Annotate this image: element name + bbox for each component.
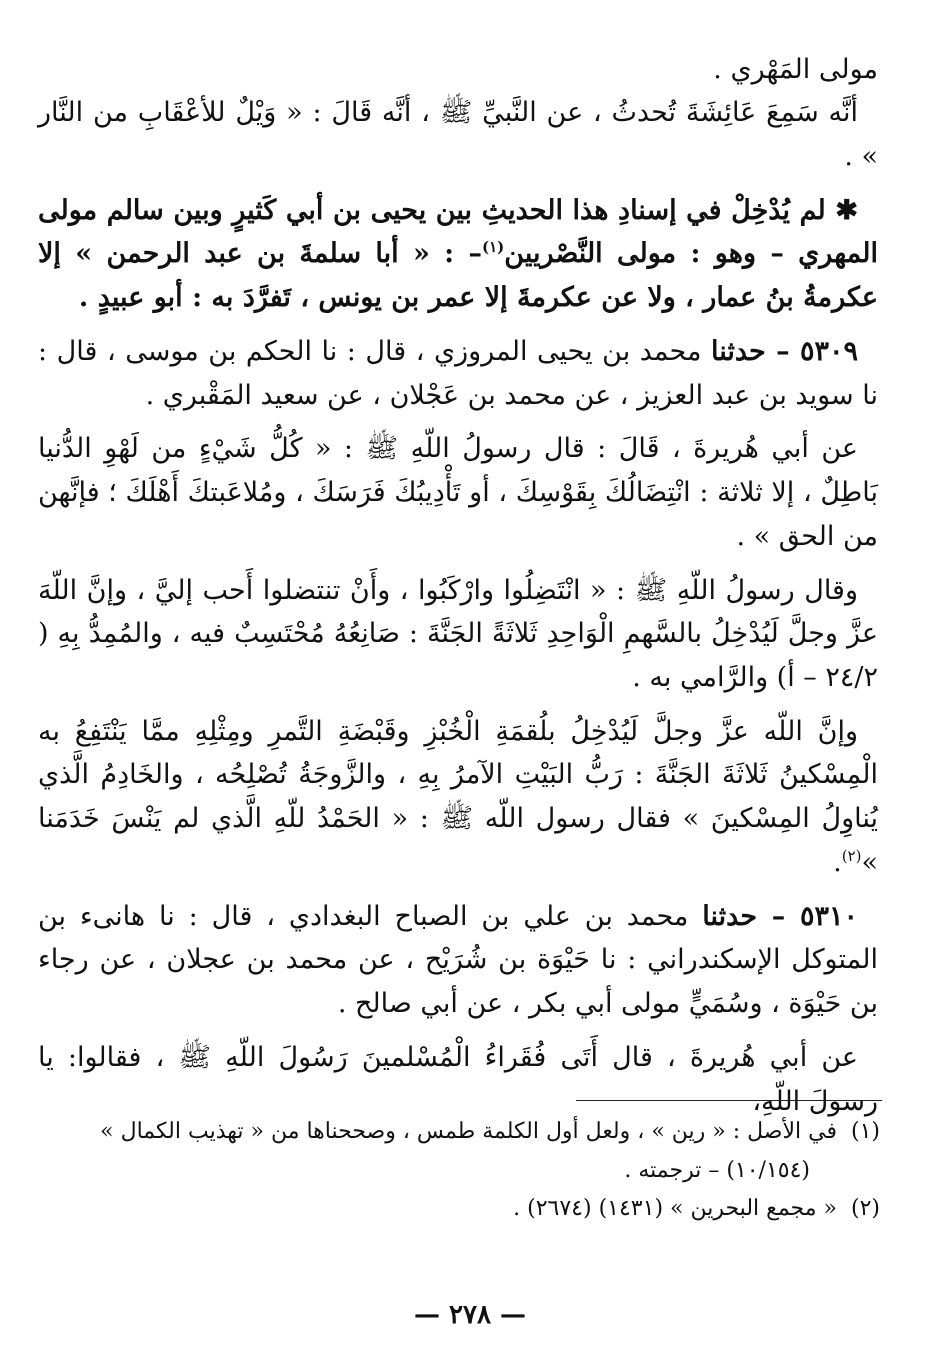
commentary-paragraph: [38, 189, 878, 320]
footnotes: [60, 1113, 880, 1229]
footnote-2: [60, 1190, 880, 1229]
footnote-text: « مجمع البحرين » (١٤٣١) (٢٦٧٤) .: [513, 1196, 837, 1221]
hadith-matn-5308: أنَّه سَمِعَ عَائِشَةَ تُحدثُ ، عن النَّبيِّ ﷺ ، أنَّه قَالَ : « وَيْلٌ للأعْقَابِ من النَّار » .: [38, 97, 878, 172]
page-body: [38, 48, 878, 1133]
hadith-5310-isnad: [38, 895, 878, 1026]
footnote-text: في الأصل : « رين » ، ولعل أول الكلمة طمس ، وصححناها من « تهذيب الكمال »: [100, 1119, 837, 1144]
commentary-text-b: – : « أبا سلمةَ بن عبد الرحمن » إلا عكرمةُ بنُ عمار ، ولا عن عكرمةَ إلا عمر بن يونس ، تَفرَّدَ به : أبو عبيدٍ .: [38, 238, 878, 314]
hadith-5309-isnad: [38, 330, 878, 417]
commentary-text-a: لم يُدْخِلْ في إسنادِ هذا الحديثِ بين يحيى بن أبي كَثيرٍ وبين سالم مولى المهري – وهو : مولى النَّصْريين: [38, 194, 878, 270]
footnote-number: (١): [850, 1119, 880, 1144]
star-icon: ✱: [835, 194, 858, 226]
matn-3-text: وإنَّ اللّه عزَّ وجلَّ لَيُدْخِلُ بلُقمَةِ الْخُبْزِ وقَبْضَةِ التَّمرِ ومِثْلِهِ ممَّا يَنْتَفِعُ به الْمِسْكينُ ثَلاثَةَ الجَنَّةَ : رَبُّ البَيْتِ الآمرُ بِهِ ، والزَّوجَةُ تُصْلِحُه ، والخَادِمُ الَّذي يُناوِلُ المِسْكينَ » فقال رسول اللّه ﷺ : « الحَمْدُ للّهِ الَّذي لم يَنْسَ خَدَمَنا »: [38, 715, 878, 878]
footnote-ref-1: (١): [481, 238, 505, 257]
page-number: — ٢٧٨ —: [413, 1300, 527, 1330]
isnad-text-5310: محمد بن علي بن الصباح البغدادي ، قال : نا هانىء بن المتوكل الإسكندراني : نا حَيْوَة بن شُرَيْح ، عن محمد بن عجلان ، عن رجاء بن حَيْوَة ، وسُمَيٍّ مولى أبي بكر ، عن أبي صالح .: [38, 900, 878, 1020]
hadith-5309-matn-3: [38, 710, 878, 885]
footnote-1-continuation: (١٠/١٥٤) – ترجمته .: [624, 1157, 810, 1183]
footnote-divider: [576, 1100, 882, 1101]
footnote-number: (٢): [850, 1196, 880, 1221]
isnad-text-5309: محمد بن يحيى المروزي ، قال : نا الحكم بن موسى ، قال : نا سويد بن عبد العزيز ، عن محمد بن عَجْلان ، عن سعيد المَقْبري .: [38, 335, 878, 411]
footnote-1: [60, 1113, 880, 1152]
hadith-5309-matn-2: وقال رسولُ اللّهِ ﷺ : « انْتَضِلُوا وارْكَبُوا ، وأَنْ تنتضلوا أَحب إليَّ ، وإنَّ اللّهَ عزَّ وجلَّ لَيُدْخِلُ بالسَّهمِ الْوَاحِدِ ثَلاثَةً الجَنَّةَ : صَانِعُهُ مُحْتَسِبٌ فيه ، والمُمِدُّ بِهِ ( ٢٤/٢ – أ) والرَّامي به .: [38, 574, 878, 693]
text-line-1: مولى المَهْري .: [713, 54, 878, 85]
hadith-number-5309: ٥٣٠٩ – حدثنا: [710, 335, 858, 367]
hadith-5309-matn: عن أبي هُريرةَ ، قَالَ : قال رسولُ اللّهِ ﷺ : « كُلُّ شَيْءٍ من لَهْوِ الدُّنيا بَاطِلٌ ، إلا ثلاثة : انْتِضَالُكَ بِقَوْسِكَ ، أو تَأْدِيبُكَ فَرَسَكَ ، ومُلاعَبتكَ أَهْلَكَ ؛ فإنَّهن من الحق » .: [38, 433, 878, 552]
hadith-5310-matn: عن أبي هُريرةَ ، قال أَتَى فُقَراءُ الْمُسْلمينَ رَسُولَ اللّهِ ﷺ ، فقالوا: يا رسولَ اللّهِ،: [38, 1041, 878, 1117]
matn-3-end: .: [833, 846, 842, 878]
footnote-ref-2: (٢): [841, 846, 862, 865]
hadith-number-5310: ٥٣١٠ – حدثنا: [702, 900, 858, 932]
